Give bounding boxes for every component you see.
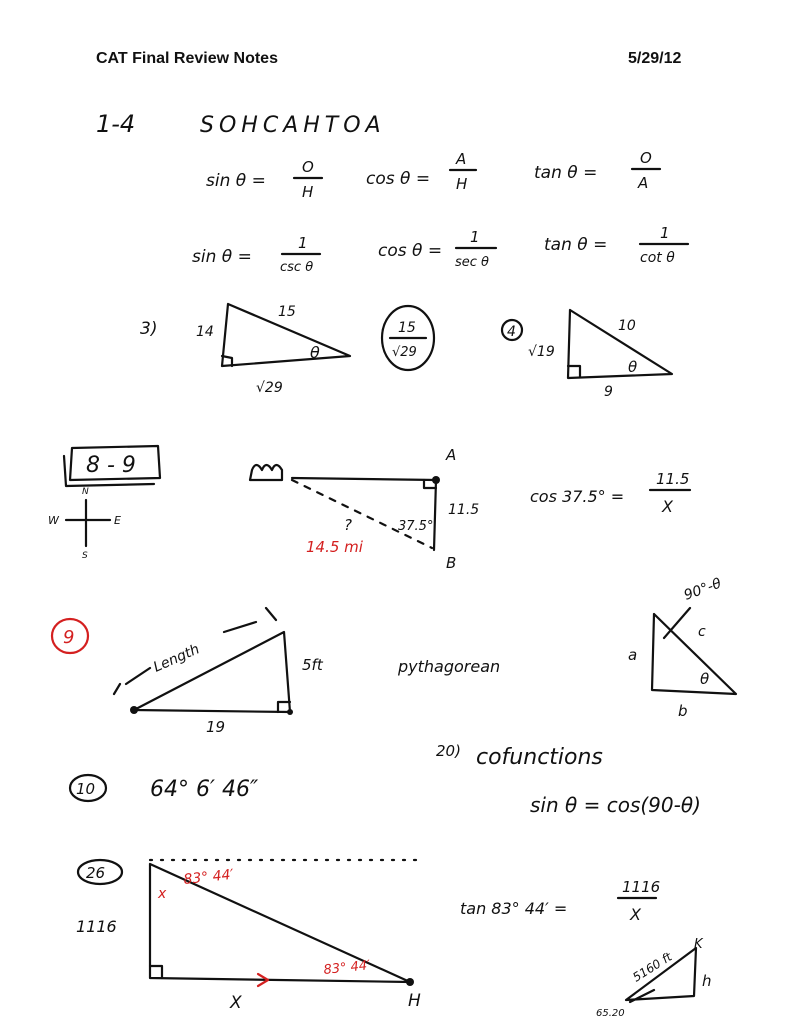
problem-4-side-bottom: 9 (604, 384, 613, 400)
problem-26-angle-top: 83° 44′ (182, 866, 235, 888)
cos-recip-num: 1 (470, 228, 480, 246)
problem-8-9-top-line (292, 478, 436, 480)
cofunction-angle-top: 90°-θ (681, 575, 724, 604)
problem-10-value: 64° 6′ 46″ (150, 777, 259, 802)
document-date: 5/29/12 (628, 50, 682, 67)
point-b-label: B (446, 554, 457, 572)
problem-9-label: 9 (63, 627, 75, 648)
sketch-side: h (702, 972, 712, 990)
problem-10-label: 10 (76, 780, 96, 798)
point-h-label: H (408, 991, 421, 1011)
problem-3-answer-den: √29 (392, 345, 417, 360)
cofunction-side-c: c (698, 624, 706, 640)
sin-def-num: O (302, 158, 314, 176)
problem-26-side-bottom: X (230, 993, 242, 1013)
cos-def-den: H (456, 175, 468, 193)
cofunction-triangle-shape (652, 614, 736, 694)
sketch-point: K (694, 937, 703, 952)
problem-26-side-left: 1116 (76, 917, 117, 936)
problem-10 (70, 775, 259, 802)
cos-equation-den: X (662, 497, 673, 516)
problem-9-hyp: Length (151, 641, 202, 676)
cos-def-num: A (456, 150, 467, 168)
cos-recip-den: sec θ (455, 255, 490, 270)
point-a-dot (432, 476, 440, 484)
crown-icon (250, 465, 282, 480)
tan-equation-den: X (630, 905, 641, 924)
problem-3-angle: θ (310, 343, 320, 362)
problem-26-angle-bottom: 83° 44′ (322, 958, 371, 978)
compass-north: N (82, 487, 89, 497)
tan-def-lhs: tan θ = (534, 163, 598, 183)
sketch-angle: 65.20 (596, 1008, 625, 1019)
sin-def-den: H (302, 183, 314, 201)
problem-9-side-bottom: 19 (206, 718, 226, 736)
problem-8-9 (48, 446, 690, 572)
problem-20-label: 20) (436, 742, 461, 760)
mnemonic-text: SOHCAHTOA (200, 113, 386, 138)
problem-3-side-left: 14 (196, 324, 214, 340)
tan-def-den: A (638, 174, 649, 192)
angle-label: 37.5° (398, 519, 434, 534)
tan-equation-lhs: tan 83° 44′ = (460, 899, 568, 918)
tan-def-num: O (640, 149, 652, 167)
angle-arrow (664, 608, 690, 638)
cos-equation-num: 11.5 (656, 470, 690, 488)
tan-equation-num: 1116 (622, 878, 661, 896)
vertex-dot (130, 706, 138, 714)
side-ab-label: 11.5 (448, 502, 480, 518)
red-answer: 14.5 mi (306, 538, 363, 556)
problem-9-note: pythagorean (398, 657, 501, 676)
cofunction-angle: θ (700, 670, 710, 688)
problem-26-label: 26 (86, 864, 106, 882)
cofunction-side-a: a (628, 646, 638, 664)
cofunction-triangle (628, 575, 736, 720)
compass-south: S (82, 551, 88, 561)
problem-8-9-label: 8 - 9 (86, 453, 136, 478)
tan-recip-den: cot θ (640, 250, 675, 266)
point-a-label: A (446, 446, 457, 464)
right-angle-mark (568, 366, 580, 377)
problem-3-side-bottom: √29 (256, 380, 283, 396)
problem-20-title: cofunctions (476, 745, 603, 770)
compass-east: E (114, 514, 121, 527)
problem-4-label: 4 (507, 324, 516, 340)
cofunction-side-b: b (678, 702, 688, 720)
sin-recip-lhs: sin θ = (192, 247, 252, 267)
tan-recip-lhs: tan θ = (544, 235, 608, 255)
sin-recip-num: 1 (298, 234, 308, 252)
angle-arrow (630, 990, 654, 1002)
cos-equation-lhs: cos 37.5° = (530, 487, 625, 506)
right-angle-mark (150, 966, 162, 978)
problem-9-side-right: 5ft (302, 656, 323, 674)
problem-4 (502, 310, 672, 400)
tan-recip-num: 1 (660, 224, 670, 242)
problem-4-side-left: √19 (528, 344, 555, 360)
sketch-hypotenuse: 5160 ft (630, 949, 675, 985)
compass-west: W (48, 514, 59, 527)
problem-3-answer-num: 15 (398, 320, 416, 336)
cos-recip-lhs: cos θ = (378, 241, 443, 261)
problem-8-9-ab-line (434, 480, 436, 550)
section-sohcahtoa (96, 110, 688, 275)
problem-26-mark: x (158, 886, 167, 902)
cos-def-lhs: cos θ = (366, 169, 431, 189)
sin-def-lhs: sin θ = (206, 171, 266, 191)
problem-26 (76, 860, 712, 1019)
problem-3 (140, 304, 434, 396)
sin-recip-den: csc θ (280, 260, 314, 275)
problem-3-label: 3) (140, 319, 158, 339)
problem-20-identity: sin θ = cos(90-θ) (530, 793, 701, 817)
point-h-dot (406, 978, 414, 986)
section-label: 1-4 (96, 110, 136, 138)
document-title: CAT Final Review Notes (96, 50, 278, 67)
problem-3-side-hyp: 15 (278, 304, 296, 320)
problem-20 (436, 742, 701, 817)
problem-4-angle: θ (628, 358, 638, 376)
problem-4-side-hyp: 10 (618, 318, 636, 334)
unknown-label: ? (344, 516, 352, 534)
problem-9 (52, 608, 500, 736)
vertex-dot (287, 709, 293, 715)
